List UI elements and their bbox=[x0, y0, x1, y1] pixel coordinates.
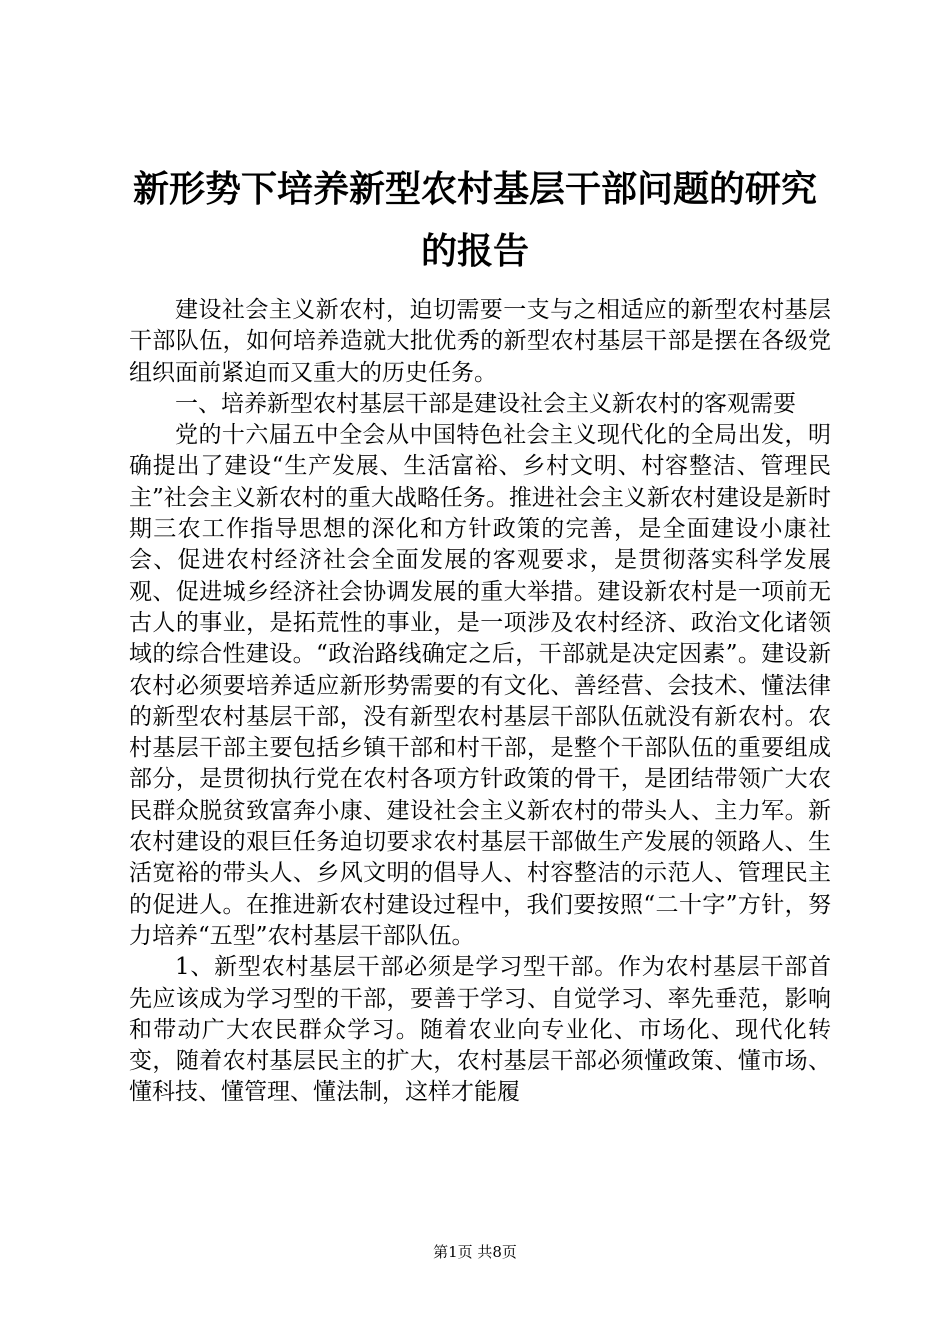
paragraph-section-1: 党的十六届五中全会从中国特色社会主义现代化的全局出发，明确提出了建设“生产发展、生活富裕、乡村文明、村容整洁、管理民主”社会主义新农村的重大战略任务。推进社会主义新农村建设是新时期三农工作指导思想的深化和方针政策的完善，是全面建设小康社会、促进农村经济社会全面发展的客观要求，是贯彻落实科学发展观、促进城乡经济社会协调发展的重大举措。建设新农村是一项前无古人的事业，是拓荒性的事业，是一项涉及农村经济、政治文化诸领域的综合性建设。“政治路线确定之后，干部就是决定因素”。建设新农村必须要培养适应新形势需要的有文化、善经营、会技术、懂法律的新型农村基层干部，没有新型农村基层干部队伍就没有新农村。农村基层干部主要包括乡镇干部和村干部，是整个干部队伍的重要组成部分，是贯彻执行党在农村各项方针政策的骨干，是团结带领广大农民群众脱贫致富奔小康、建设社会主义新农村的带头人、主力军。新农村建设的艰巨任务迫切要求农村基层干部做生产发展的领路人、生活宽裕的带头人、乡风文明的倡导人、村容整洁的示范人、管理民主的促进人。在推进新农村建设过程中，我们要按照“二十字”方针，努力培养“五型”农村基层干部队伍。 bbox=[129, 422, 831, 949]
document-title: 新形势下培养新型农村基层干部问题的研究的报告 bbox=[132, 168, 817, 272]
page-footer: 第1页 共8页 bbox=[433, 1243, 517, 1261]
paragraph-item-1: 1、新型农村基层干部必须是学习型干部。作为农村基层干部首先应该成为学习型的干部，要善于学习、自觉学习、率先垂范，影响和带动广大农民群众学习。随着农业向专业化、市场化、现代化转变，随着农村基层民主的扩大，农村基层干部必须懂政策、懂市场、懂科技、懂管理、懂法制，这样才能履 bbox=[129, 954, 831, 1106]
document-body bbox=[129, 295, 831, 1109]
section-heading-1: 一、培养新型农村基层干部是建设社会主义新农村的客观需要 bbox=[175, 390, 796, 417]
paragraph-intro: 建设社会主义新农村，迫切需要一支与之相适应的新型农村基层干部队伍，如何培养造就大批优秀的新型农村基层干部是摆在各级党组织面前紧迫而又重大的历史任务。 bbox=[129, 297, 831, 386]
